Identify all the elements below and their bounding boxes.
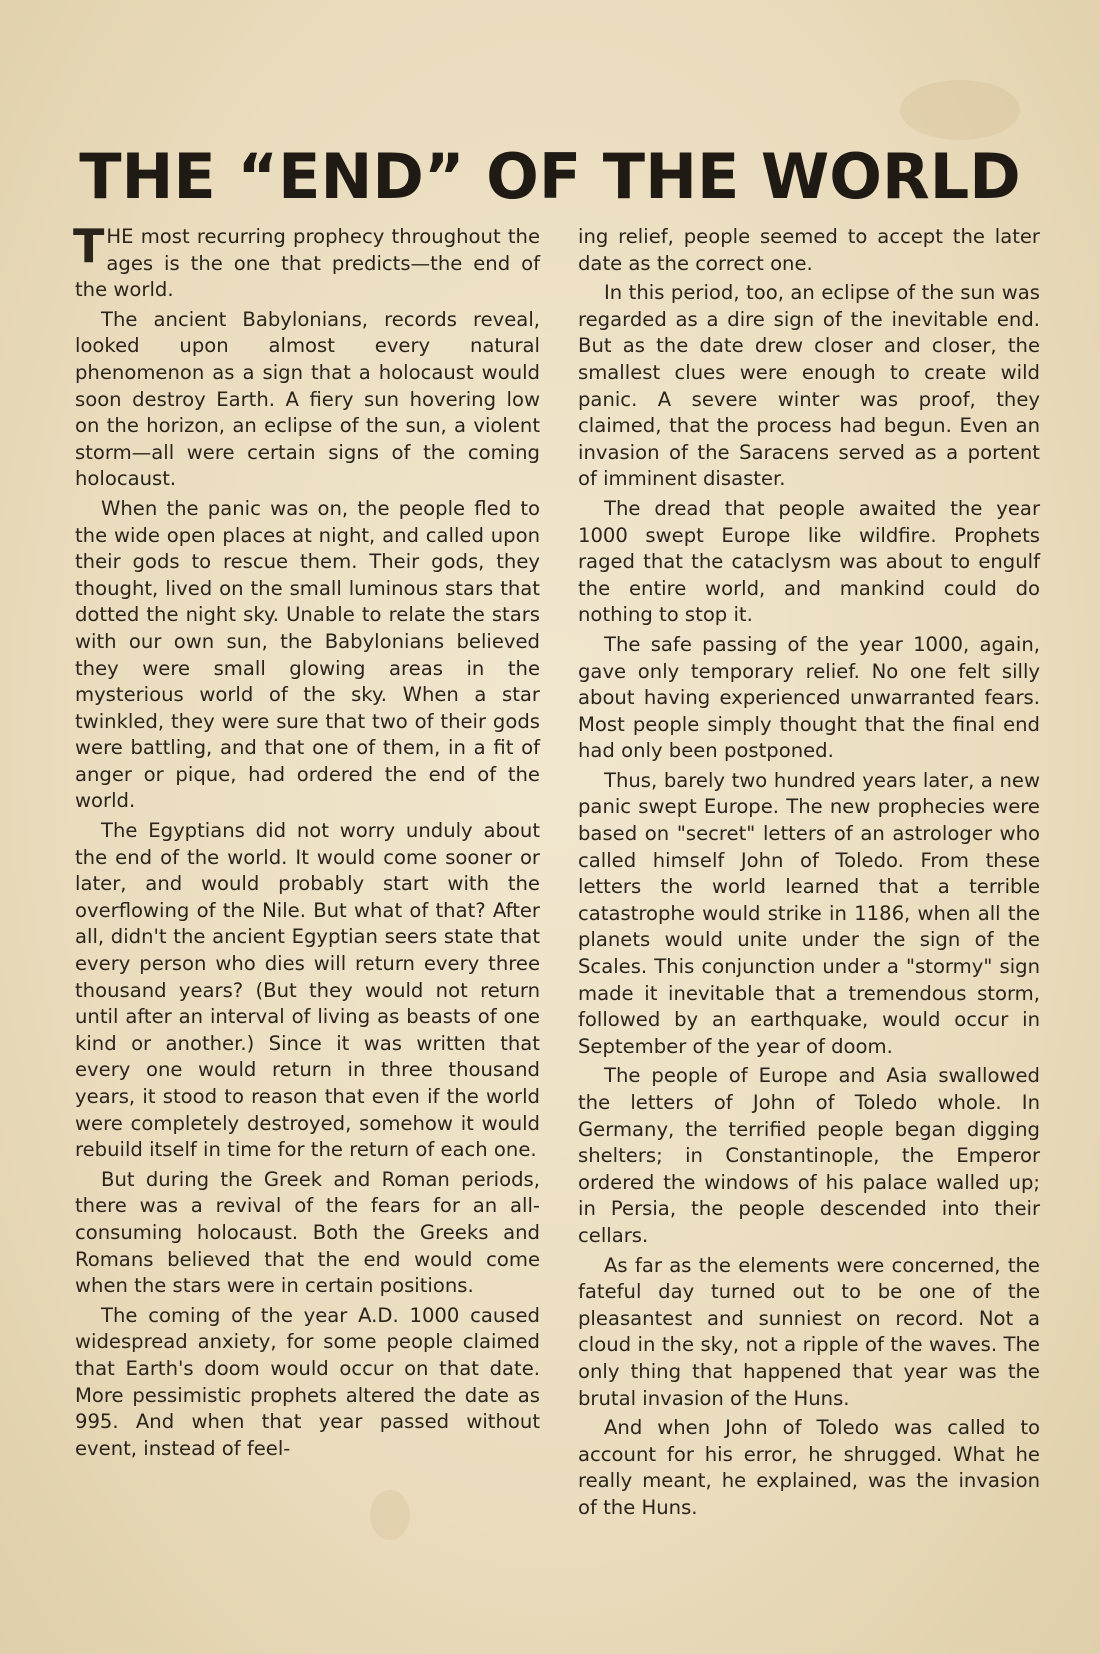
drop-cap: T: [73, 219, 105, 273]
left-column: [73, 219, 540, 1465]
paragraph: The coming of the year A.D. 1000 caused widespread anxiety, for some people claimed that Earth's doom would occur on that date. More pessimistic prophets altered the date as 995. And when that year passed without event, instead of feel-: [75, 1303, 540, 1460]
paragraph: The ancient Babylonians, records reveal, looked upon almost every natural phenomenon as a sign that a holocaust would soon destroy Earth. A fiery sun hovering low on the horizon, an eclipse of the sun, a violent storm—all were certain signs of the coming holocaust.: [75, 307, 540, 491]
paragraph: Thus, barely two hundred years later, a new panic swept Europe. The new prophecies were based on "secret" letters of an astrologer who called himself John of Toledo. From these letters the world learned that a terrible catastrophe would strike in 1186, when all the planets would unite under the sign of the Scales. This conjunction under a "stormy" sign made it inevitable that a tremendous storm, followed by an earthquake, would occur in September of the year of doom.: [578, 768, 1040, 1058]
article-title: THE “END” OF THE WORLD: [79, 140, 1021, 213]
paragraph: The dread that people awaited the year 1000 swept Europe like wildfire. Prophets raged that the cataclysm was about to engulf the entire world, and mankind could do nothing to stop it.: [578, 496, 1040, 627]
paragraph: And when John of Toledo was called to account for his error, he shrugged. What he really meant, he explained, was the invasion of the Huns.: [578, 1416, 1040, 1519]
paragraph: The people of Europe and Asia swallowed the letters of John of Toledo whole. In Germany, the terrified people began digging shelters; in Constantinople, the Emperor ordered the windows of his palace walled up; in Persia, the people descended into their cellars.: [578, 1064, 1040, 1247]
paragraph: In this period, too, an eclipse of the sun was regarded as a dire sign of the inevitable end. But as the date drew closer and closer, the smallest clues were enough to create wild panic. A severe winter was proof, they claimed, that the process had begun. Even an invasion of the Saracens served as a portent of imminent disaster.: [578, 281, 1040, 491]
paragraph: ing relief, people seemed to accept the later date as the correct one.: [578, 225, 1040, 275]
paragraph: But during the Greek and Roman periods, there was a revival of the fears for an all-consuming holocaust. Both the Greeks and Romans believed that the end would come when the stars were in certain positions.: [75, 1167, 540, 1298]
paragraph: THE most recurring prophecy throughout the ages is the one that predicts—the end of the world.: [73, 219, 540, 302]
paper-stain: [900, 80, 1020, 140]
right-column: [578, 224, 1040, 1525]
paragraph: As far as the elements were concerned, the fateful day turned out to be one of the pleasantest and sunniest on record. Not a cloud in the sky, not a ripple of the waves. The only thing that happened that year was the brutal invasion of the Huns.: [578, 1253, 1040, 1410]
paper-stain: [370, 1490, 410, 1540]
paragraph: The Egyptians did not worry unduly about the end of the world. It would come sooner or later, and would probably start with the overflowing of the Nile. But what of that? After all, didn't the ancient Egyptian seers state that every person who dies will return every three thousand years? (But they would not return until after an interval of living as beasts of one kind or another.) Since it was written that every one would return in three thousand years, it stood to reason that even if the world were completely destroyed, somehow it would rebuild itself in time for the return of each one.: [75, 819, 540, 1162]
paragraph: When the panic was on, the people fled to the wide open places at night, and called upon their gods to rescue them. Their gods, they thought, lived on the small luminous stars that dotted the night sky. Unable to relate the stars with our own sun, the Babylonians believed they were small glowing areas in the mysterious world of the sky. When a star twinkled, they were sure that two of their gods were battling, and that one of them, in a fit of anger or pique, had ordered the end of the world.: [75, 496, 540, 813]
paragraph: The safe passing of the year 1000, again, gave only temporary relief. No one felt silly about having experienced unwarranted fears. Most people simply thought that the final end had only been postponed.: [578, 632, 1040, 763]
